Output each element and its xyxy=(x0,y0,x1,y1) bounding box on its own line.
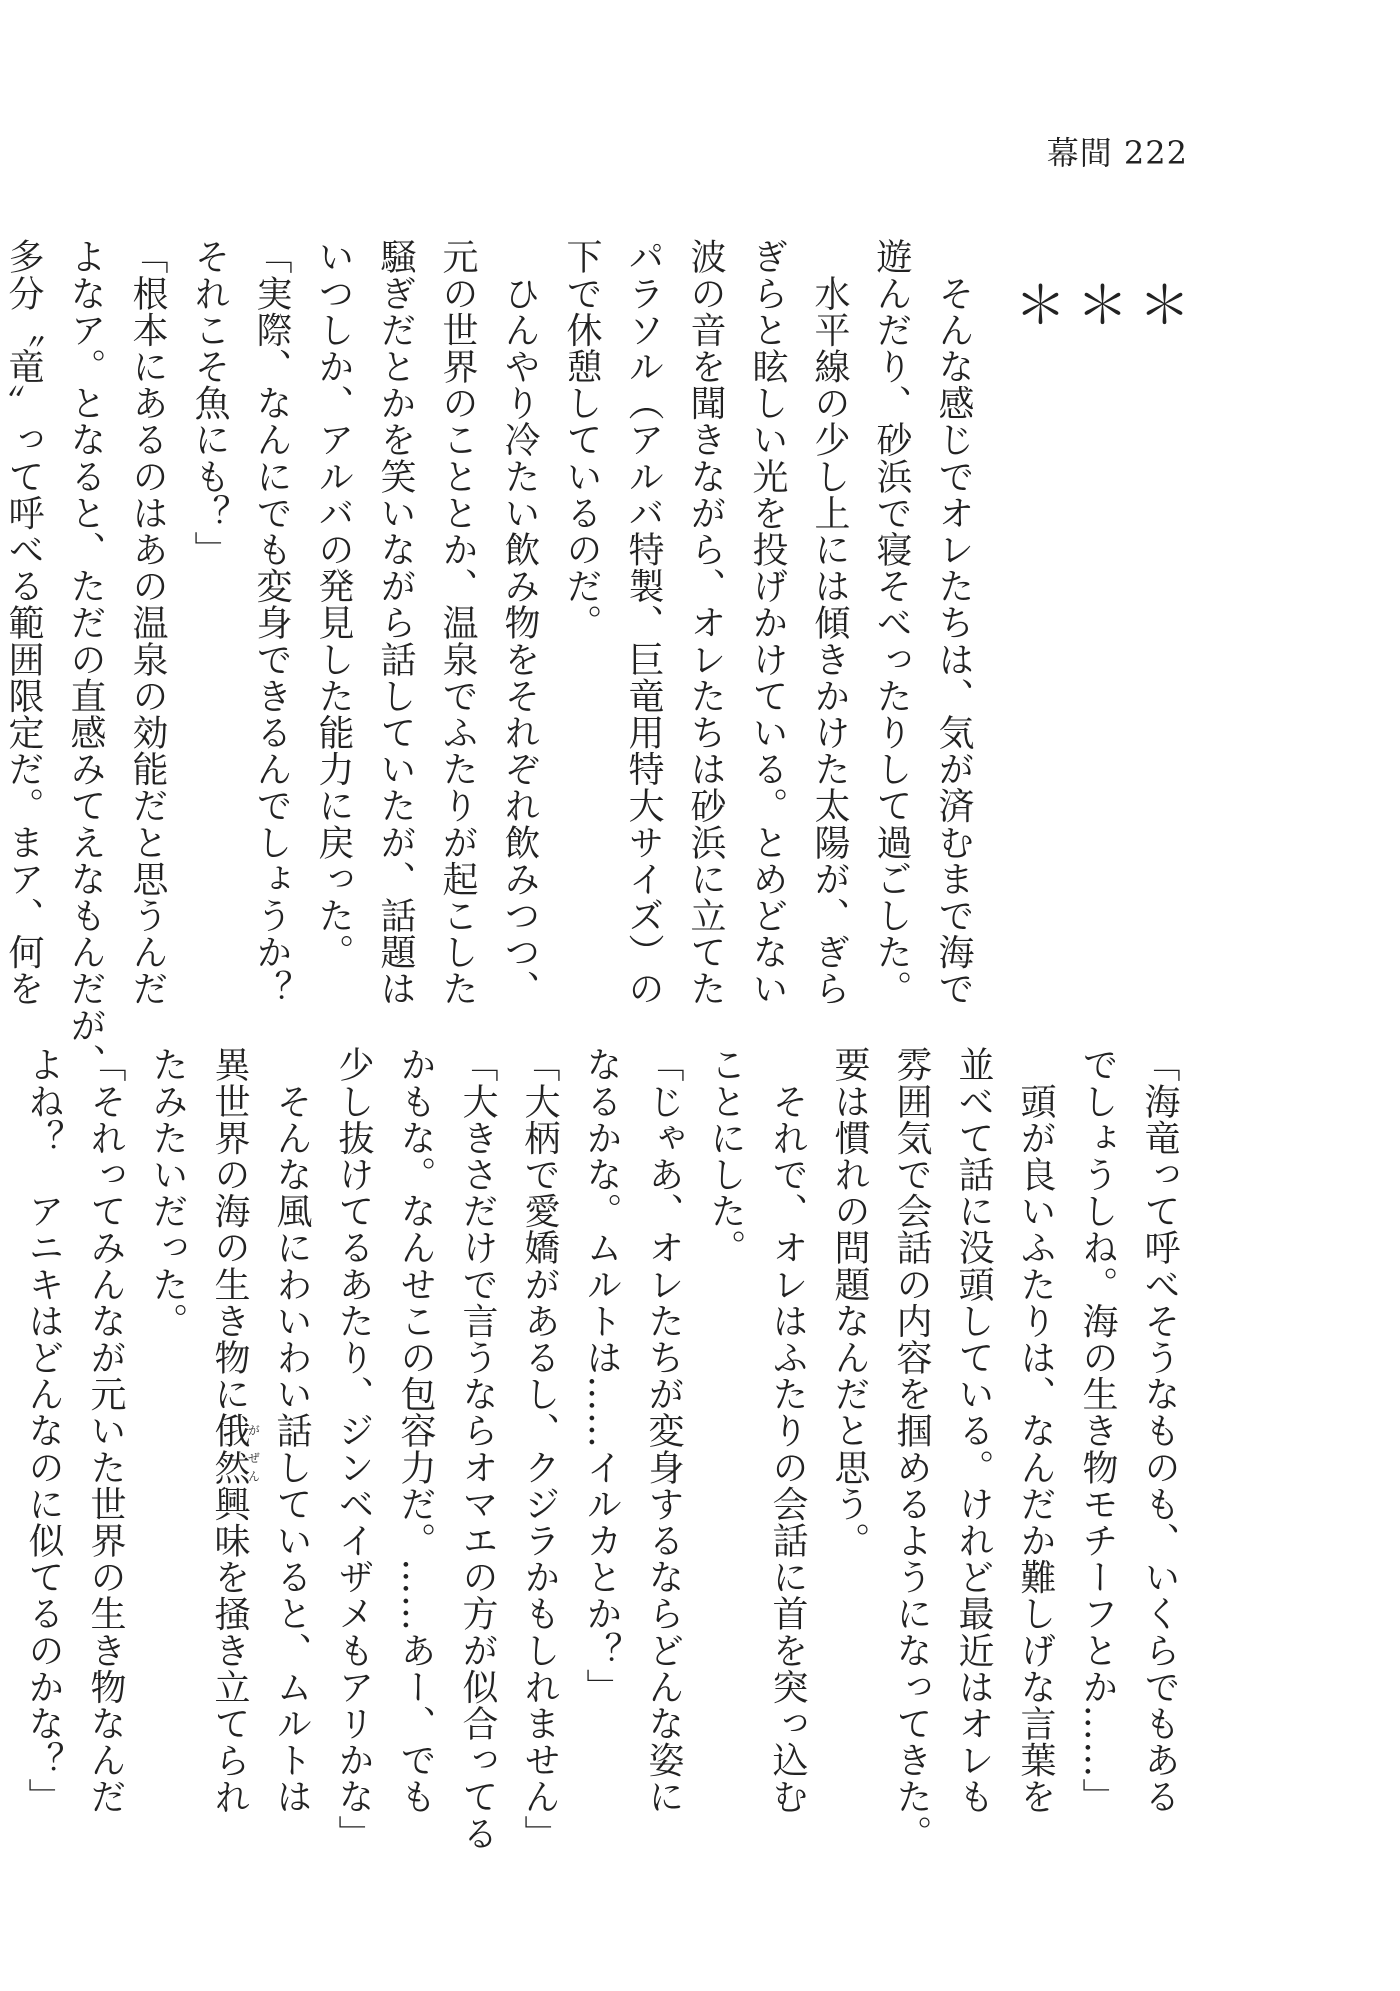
text-line: それこそ魚にも？」 xyxy=(189,238,230,568)
text-line: よね？ アニキはどんなのに似てるのかな？」 xyxy=(23,1046,64,1815)
page-header: 幕間 222 xyxy=(1046,134,1188,172)
text-line: 少し抜けてるあたり、ジンベイザメもアリかな」 xyxy=(333,1046,374,1852)
ruby-reading: が xyxy=(246,1412,261,1449)
text-line: 元の世界のこととか、温泉でふたりが起こした xyxy=(437,238,478,1007)
ruby-annotation: 然ぜん xyxy=(209,1448,261,1486)
text-line: そんな感じでオレたちは、気が済むまで海で xyxy=(933,238,974,1007)
text-line: 水平線の少し上には傾きかけた太陽が、ぎら xyxy=(809,238,850,1007)
text-line: 遊んだり、砂浜で寝そべったりして過ごした。 xyxy=(871,238,912,1007)
text-line: 「根本にあるのはあの温泉の効能だと思うんだ xyxy=(127,238,168,1007)
text-line: そんな風にわいわい話していると、ムルトは xyxy=(271,1046,312,1815)
text-line: 頭が良いふたりは、なんだか難しげな言葉を xyxy=(1015,1046,1056,1815)
text-line: でしょうしね。海の生き物モチーフとか……」 xyxy=(1077,1046,1118,1815)
text-line: それで、オレはふたりの会話に首を突っ込む xyxy=(767,1046,808,1815)
text-line: よなア。となると、ただの直感みてえなもんだが、 xyxy=(65,238,106,1080)
text-line: ぎらと眩しい光を投げかけている。とめどない xyxy=(747,238,788,1007)
top-text-block xyxy=(3,238,1190,1080)
text-line: 「大きさだけで言うならオマエの方が似合ってる xyxy=(457,1046,498,1852)
ruby-annotation: 俄が xyxy=(209,1412,261,1449)
asterism: ＊ xyxy=(1005,278,1065,330)
text-line: 要は慣れの問題なんだと思う。 xyxy=(829,1046,870,1559)
text-line: かもな。なんせこの包容力だ。……あー、でも xyxy=(395,1046,436,1815)
text-line: いつしか、アルバの発見した能力に戻った。 xyxy=(313,238,354,970)
text-line: 波の音を聞きながら、オレたちは砂浜に立てた xyxy=(685,238,726,1007)
text-line: ことにした。 xyxy=(705,1046,746,1266)
text-line: たみたいだった。 xyxy=(147,1046,188,1339)
section-break xyxy=(1004,238,1190,1008)
text-line: 雰囲気で会話の内容を掴めるようになってきた。 xyxy=(891,1046,932,1852)
ruby-reading: ぜん xyxy=(246,1448,261,1486)
text-line-with-ruby: 異世界の海の生き物に俄が然ぜん興味を掻き立てられ xyxy=(209,1046,261,1815)
text-line: パラソル（アルバ特製、巨竜用特大サイズ）の xyxy=(623,238,664,1007)
asterism: ＊ xyxy=(1067,278,1127,330)
text-line: 「じゃあ、オレたちが変身するならどんな姿に xyxy=(643,1046,684,1815)
text-line: ひんやり冷たい飲み物をそれぞれ飲みつつ、 xyxy=(499,238,540,1007)
text-line: 「海竜って呼べそうなものも、いくらでもある xyxy=(1139,1046,1180,1815)
text-line: 「それってみんなが元いた世界の生き物なんだ xyxy=(85,1046,126,1815)
text-line: 「実際、なんにでも変身できるんでしょうか？ xyxy=(251,238,292,1007)
text-line: 「大柄で愛嬌があるし、クジラかもしれません」 xyxy=(519,1046,560,1852)
text-line: 多分〝竜〟って呼べる範囲限定だ。まア、何を xyxy=(3,238,44,1007)
text-line: 並べて話に没頭している。けれど最近はオレも xyxy=(953,1046,994,1815)
text-line: 騒ぎだとかを笑いながら話していたが、話題は xyxy=(375,238,416,1007)
bottom-text-block xyxy=(23,1046,1190,1852)
text-line: なるかな。ムルトは……イルカとか？」 xyxy=(581,1046,622,1705)
text-line: 下で休憩しているのだ。 xyxy=(561,238,602,641)
asterism: ＊ xyxy=(1129,278,1189,330)
